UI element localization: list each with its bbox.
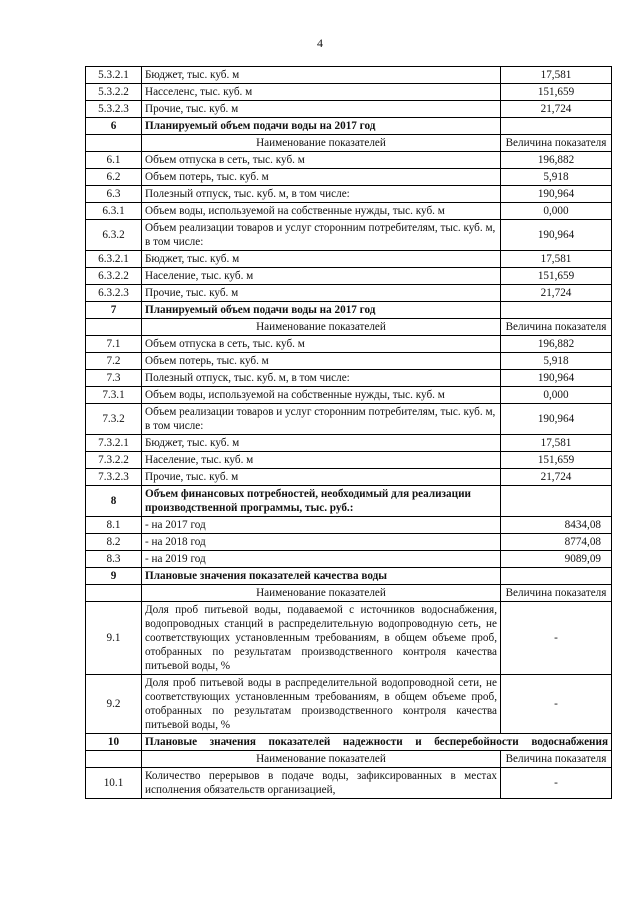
indicator-value: 21,724 xyxy=(501,285,612,302)
row-number: 6.3.1 xyxy=(86,203,142,220)
indicator-value: 9089,09 xyxy=(501,551,612,568)
program-indicators-table xyxy=(85,66,612,799)
table-row xyxy=(86,220,612,251)
indicator-name: Прочие, тыс. куб. м xyxy=(142,101,501,118)
indicator-value: 5,918 xyxy=(501,353,612,370)
row-number: 6.3.2.3 xyxy=(86,285,142,302)
indicator-value: 17,581 xyxy=(501,435,612,452)
row-number: 6.3.2.1 xyxy=(86,251,142,268)
section-number: 6 xyxy=(86,118,142,135)
column-header-name: Наименование показателей xyxy=(142,585,501,602)
column-header-number xyxy=(86,319,142,336)
table-row xyxy=(86,404,612,435)
indicator-name: Население, тыс. куб. м xyxy=(142,452,501,469)
indicator-value: 21,724 xyxy=(501,101,612,118)
row-number: 9.1 xyxy=(86,602,142,675)
column-header-row xyxy=(86,319,612,336)
table-row xyxy=(86,551,612,568)
row-number: 7.3.1 xyxy=(86,387,142,404)
column-header-number xyxy=(86,751,142,768)
section-title: Планируемый объем подачи воды на 2017 год xyxy=(142,302,501,319)
indicator-name: Объем отпуска в сеть, тыс. куб. м xyxy=(142,152,501,169)
indicator-value: - xyxy=(501,768,612,799)
table-row xyxy=(86,602,612,675)
table-row xyxy=(86,169,612,186)
section-header-row xyxy=(86,486,612,517)
table-row xyxy=(86,186,612,203)
column-header-row xyxy=(86,135,612,152)
section-header-row xyxy=(86,118,612,135)
row-number: 5.3.2.1 xyxy=(86,67,142,84)
row-number: 6.3 xyxy=(86,186,142,203)
indicator-name: Полезный отпуск, тыс. куб. м, в том числе: xyxy=(142,186,501,203)
table-row xyxy=(86,251,612,268)
indicator-name: Объем потерь, тыс. куб. м xyxy=(142,353,501,370)
row-number: 6.2 xyxy=(86,169,142,186)
table-row xyxy=(86,387,612,404)
indicator-value: 190,964 xyxy=(501,370,612,387)
table-row xyxy=(86,452,612,469)
indicator-value: 5,918 xyxy=(501,169,612,186)
indicator-value: 190,964 xyxy=(501,220,612,251)
row-number: 8.3 xyxy=(86,551,142,568)
indicator-name: Количество перерывов в подаче воды, зафиксированных в местах исполнения обязательств организацией, xyxy=(142,768,501,799)
row-number: 10.1 xyxy=(86,768,142,799)
indicator-value: 190,964 xyxy=(501,404,612,435)
row-number: 5.3.2.2 xyxy=(86,84,142,101)
row-number: 7.3.2 xyxy=(86,404,142,435)
row-number: 6.1 xyxy=(86,152,142,169)
section-number: 10 xyxy=(86,734,142,751)
table-row xyxy=(86,370,612,387)
table-row xyxy=(86,268,612,285)
page-number: 4 xyxy=(317,36,323,50)
indicator-name: Объем воды, используемой на собственные нужды, тыс. куб. м xyxy=(142,203,501,220)
row-number: 8.1 xyxy=(86,517,142,534)
table-row xyxy=(86,336,612,353)
row-number: 5.3.2.3 xyxy=(86,101,142,118)
indicator-name: - на 2017 год xyxy=(142,517,501,534)
indicator-value: - xyxy=(501,675,612,734)
row-number: 9.2 xyxy=(86,675,142,734)
indicator-value: 21,724 xyxy=(501,469,612,486)
section-title: Плановые значения показателей качества воды xyxy=(142,568,501,585)
indicator-name: Объем потерь, тыс. куб. м xyxy=(142,169,501,186)
indicator-name: Бюджет, тыс. куб. м xyxy=(142,435,501,452)
column-header-name: Наименование показателей xyxy=(142,135,501,152)
indicator-value: 8774,08 xyxy=(501,534,612,551)
column-header-value: Величина показателя xyxy=(501,751,612,768)
column-header-number xyxy=(86,135,142,152)
column-header-row xyxy=(86,585,612,602)
indicator-value: 8434,08 xyxy=(501,517,612,534)
table-row xyxy=(86,84,612,101)
row-number: 7.2 xyxy=(86,353,142,370)
indicator-name: - на 2018 год xyxy=(142,534,501,551)
table-row xyxy=(86,67,612,84)
table-row xyxy=(86,675,612,734)
indicator-name: - на 2019 год xyxy=(142,551,501,568)
indicator-value: 151,659 xyxy=(501,452,612,469)
indicator-value: 0,000 xyxy=(501,203,612,220)
column-header-name: Наименование показателей xyxy=(142,751,501,768)
table-row xyxy=(86,152,612,169)
table-row xyxy=(86,203,612,220)
indicator-name: Бюджет, тыс. куб. м xyxy=(142,67,501,84)
section-value-cell xyxy=(501,568,612,585)
indicator-name: Население, тыс. куб. м xyxy=(142,268,501,285)
indicator-value: 17,581 xyxy=(501,251,612,268)
table-row xyxy=(86,353,612,370)
section-title: Объем финансовых потребностей, необходимый для реализации производственной программы, тыс. руб.: xyxy=(142,486,501,517)
section-number: 8 xyxy=(86,486,142,517)
indicator-value: - xyxy=(501,602,612,675)
row-number: 7.3.2.1 xyxy=(86,435,142,452)
indicator-name: Объем реализации товаров и услуг сторонним потребителям, тыс. куб. м, в том числе: xyxy=(142,404,501,435)
table-row xyxy=(86,534,612,551)
indicator-name: Бюджет, тыс. куб. м xyxy=(142,251,501,268)
indicator-value: 151,659 xyxy=(501,268,612,285)
column-header-name: Наименование показателей xyxy=(142,319,501,336)
section-title: Планируемый объем подачи воды на 2017 год xyxy=(142,118,501,135)
indicator-name: Доля проб питьевой воды, подаваемой с источников водоснабжения, водопроводных станций в распределительную водопроводную сеть, не соответствующих установленным требованиям, в общем объеме проб, отобранных по результатам производственного контроля качества питьевой воды, % xyxy=(142,602,501,675)
indicator-name: Прочие, тыс. куб. м xyxy=(142,469,501,486)
indicator-value: 0,000 xyxy=(501,387,612,404)
column-header-value: Величина показателя xyxy=(501,585,612,602)
section-title: Плановые значения показателей надежности и бесперебойности водоснабжения xyxy=(142,734,612,751)
section-header-row xyxy=(86,734,612,751)
row-number: 8.2 xyxy=(86,534,142,551)
row-number: 7.1 xyxy=(86,336,142,353)
row-number: 6.3.2.2 xyxy=(86,268,142,285)
row-number: 7.3.2.3 xyxy=(86,469,142,486)
column-header-number xyxy=(86,585,142,602)
indicator-value: 196,882 xyxy=(501,152,612,169)
table-row xyxy=(86,768,612,799)
indicator-name: Насселенс, тыс. куб. м xyxy=(142,84,501,101)
column-header-value: Величина показателя xyxy=(501,319,612,336)
section-header-row xyxy=(86,302,612,319)
indicator-name: Объем воды, используемой на собственные нужды, тыс. куб. м xyxy=(142,387,501,404)
section-number: 9 xyxy=(86,568,142,585)
table-row xyxy=(86,101,612,118)
table-row xyxy=(86,517,612,534)
row-number: 6.3.2 xyxy=(86,220,142,251)
section-number: 7 xyxy=(86,302,142,319)
table-row xyxy=(86,435,612,452)
indicator-value: 17,581 xyxy=(501,67,612,84)
indicator-value: 190,964 xyxy=(501,186,612,203)
indicator-name: Объем реализации товаров и услуг сторонним потребителям, тыс. куб. м, в том числе: xyxy=(142,220,501,251)
column-header-value: Величина показателя xyxy=(501,135,612,152)
row-number: 7.3.2.2 xyxy=(86,452,142,469)
indicator-name: Объем отпуска в сеть, тыс. куб. м xyxy=(142,336,501,353)
section-header-row xyxy=(86,568,612,585)
indicator-name: Доля проб питьевой воды в распределительной водопроводной сети, не соответствующих установленным требованиям, в общем объеме проб, отобранных по результатам производственного контроля качества питьевой воды, % xyxy=(142,675,501,734)
section-value-cell xyxy=(501,486,612,517)
indicator-value: 151,659 xyxy=(501,84,612,101)
row-number: 7.3 xyxy=(86,370,142,387)
table-row xyxy=(86,285,612,302)
table-row xyxy=(86,469,612,486)
indicator-value: 196,882 xyxy=(501,336,612,353)
section-value-cell xyxy=(501,118,612,135)
indicator-name: Прочие, тыс. куб. м xyxy=(142,285,501,302)
indicator-name: Полезный отпуск, тыс. куб. м, в том числе: xyxy=(142,370,501,387)
section-value-cell xyxy=(501,302,612,319)
column-header-row xyxy=(86,751,612,768)
